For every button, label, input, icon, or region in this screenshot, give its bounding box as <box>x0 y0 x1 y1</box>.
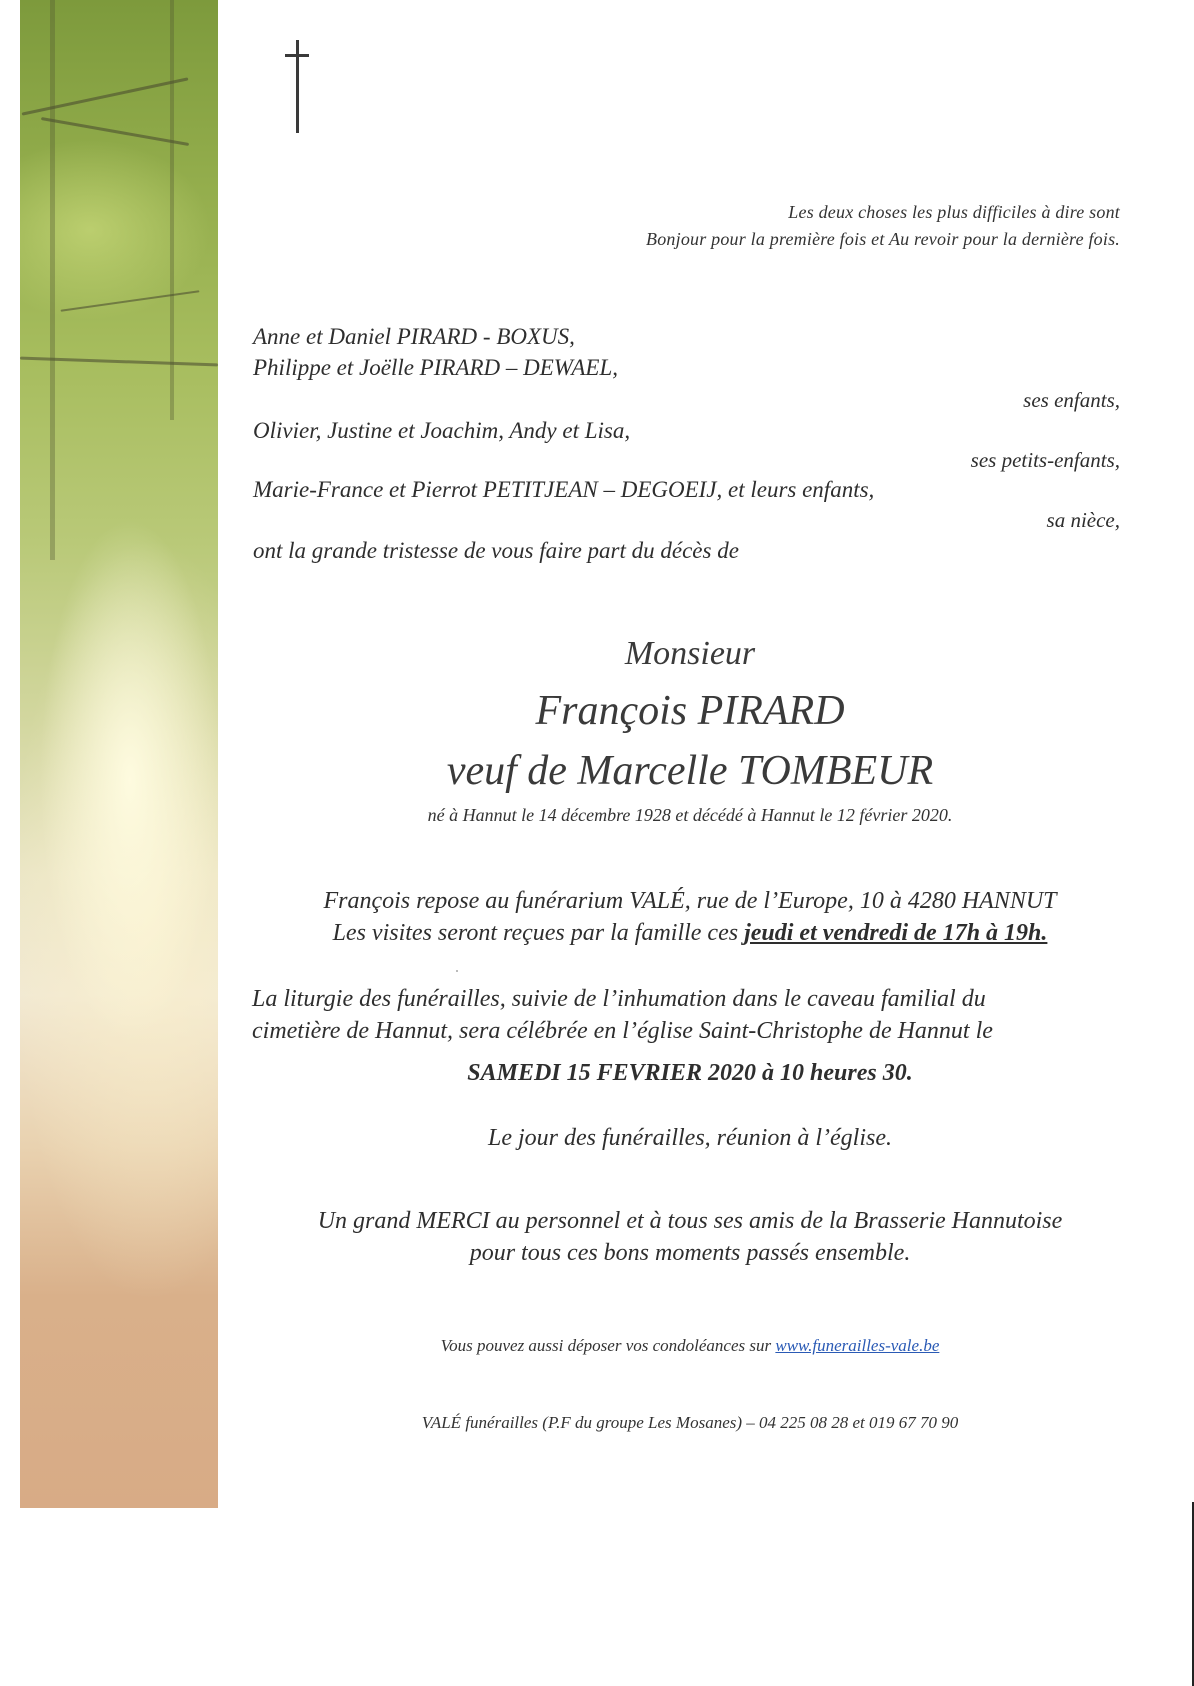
visits-line <box>250 920 1130 947</box>
condolences-line <box>250 1336 1130 1356</box>
family-grandchildren: Olivier, Justine et Joachim, Andy et Lisa, <box>253 418 631 443</box>
condolences-link[interactable]: www.funerailles-vale.be <box>775 1336 940 1355</box>
visits-prefix: Les visites seront reçues par la famille ces <box>332 920 745 946</box>
birth-death-dates: né à Hannut le 14 décembre 1928 et décédé à Hannut le 12 février 2020. <box>427 805 953 825</box>
salutation: Monsieur <box>624 635 756 672</box>
family-children-2: Philippe et Joëlle PIRARD – DEWAEL, <box>253 355 619 380</box>
family-children-1: Anne et Daniel PIRARD - BOXUS, <box>253 324 575 349</box>
visits-times: jeudi et vendredi de 17h à 19h. <box>744 920 1048 946</box>
funerarium-line: François repose au funérarium VALÉ, rue de l’Europe, 10 à 4280 HANNUT <box>323 888 1057 914</box>
relation-children: ses enfants, <box>1023 388 1120 412</box>
relation-grandchildren: ses petits-enfants, <box>970 448 1120 472</box>
funeral-home-footer: VALÉ funérailles (P.F du groupe Les Mosanes) – 04 225 08 28 et 019 67 70 90 <box>421 1413 959 1432</box>
family-niece: Marie-France et Pierrot PETITJEAN – DEGOEIJ, et leurs enfants, <box>253 477 875 502</box>
forest-photo-banner <box>20 0 218 1508</box>
liturgy-line-1: La liturgie des funérailles, suivie de l’inhumation dans le caveau familial du <box>252 986 986 1012</box>
deceased-name: François PIRARD <box>535 688 845 734</box>
relation-niece: sa nièce, <box>1046 508 1120 532</box>
condolences-prefix: Vous pouvez aussi déposer vos condoléances sur <box>440 1336 776 1355</box>
meeting-line: Le jour des funérailles, réunion à l’église. <box>488 1125 892 1151</box>
spouse-line: veuf de Marcelle TOMBEUR <box>446 748 934 794</box>
ceremony-date: SAMEDI 15 FEVRIER 2020 à 10 heures 30. <box>467 1060 913 1086</box>
thanks-line-1: Un grand MERCI au personnel et à tous ses amis de la Brasserie Hannutoise <box>317 1208 1063 1234</box>
quote-line-1: Les deux choses les plus difficiles à dire sont <box>788 202 1120 222</box>
thanks-line-2: pour tous ces bons moments passés ensemble. <box>469 1240 911 1266</box>
cross-icon <box>285 40 309 133</box>
liturgy-line-2: cimetière de Hannut, sera célébrée en l’église Saint-Christophe de Hannut le <box>252 1018 993 1044</box>
quote-line-2: Bonjour pour la première fois et Au revoir pour la dernière fois. <box>646 229 1120 249</box>
announcement-line: ont la grande tristesse de vous faire part du décès de <box>253 538 739 563</box>
